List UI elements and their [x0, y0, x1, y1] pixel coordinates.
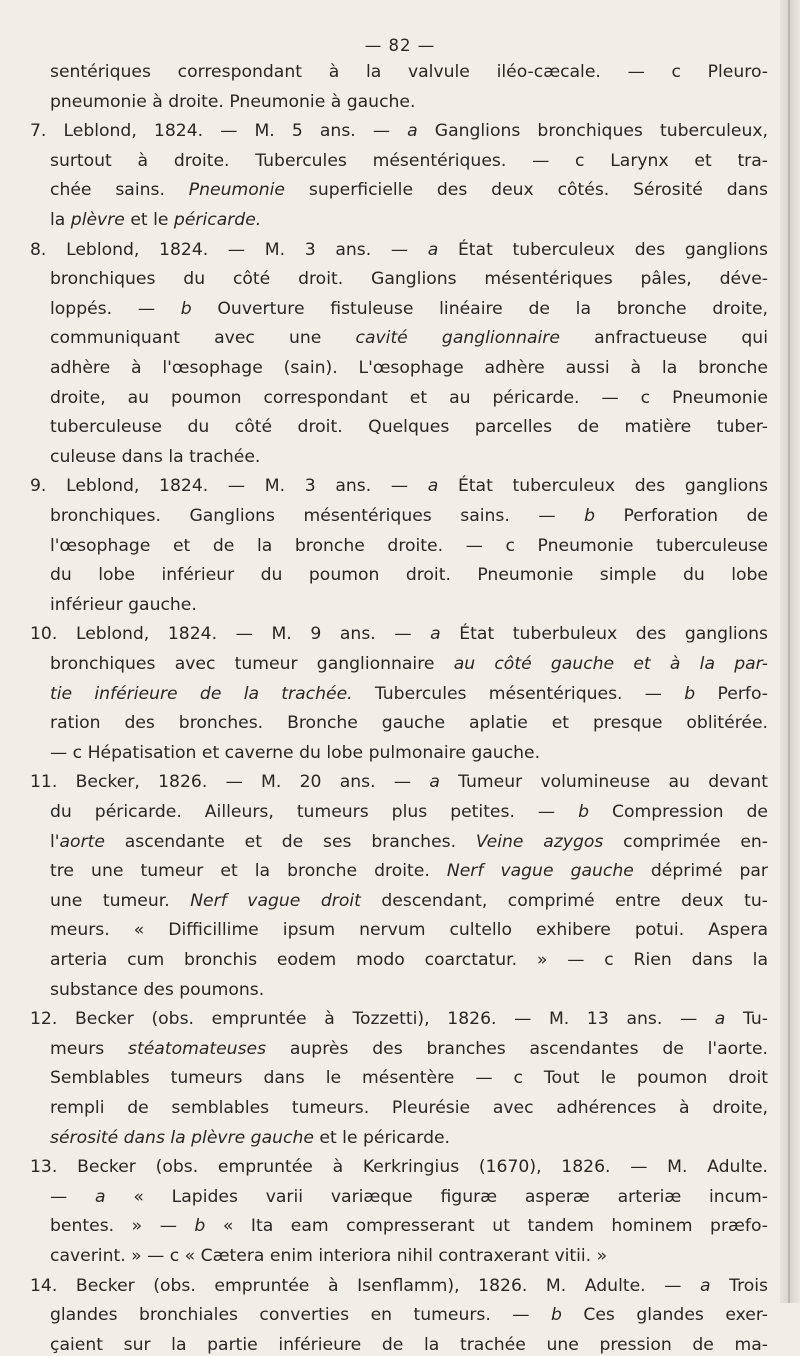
italic-text: b: [584, 506, 595, 526]
italic-text: tie inférieure de la trachée.: [50, 683, 353, 704]
text-run: chée sains.: [50, 180, 189, 201]
text-run: ascendante et de ses branches.: [104, 831, 476, 852]
text-line: [50, 535, 768, 557]
text-run: tuberculeuse du côté droit. Quelques parcelles de matière tuber-: [50, 417, 768, 438]
text-run: bentes. » —: [50, 1216, 195, 1237]
text-run: Compression de: [589, 802, 769, 822]
italic-text: aorte: [59, 831, 105, 852]
text-line: [50, 653, 768, 675]
text-run: superficielle des deux côtés. Sérosité dans: [285, 180, 768, 201]
text-line: [30, 1156, 768, 1178]
text-run: pneumonie à droite. Pneumonie à gauche.: [50, 91, 416, 112]
text-run: arteria cum bronchis eodem modo coarctatur. » — c Rien dans la: [50, 950, 768, 970]
text-run: rempli de semblables tumeurs. Pleurésie avec adhérences à droite,: [50, 1098, 768, 1118]
text-run: Ouverture fistuleuse linéaire de la bronche droite,: [191, 298, 769, 319]
text-run: 13. Becker (obs. empruntée à Kerkringius (1670), 1826. — M. Adulte.: [30, 1157, 768, 1178]
text-line: [50, 1127, 450, 1149]
text-line: [30, 1275, 768, 1297]
italic-text: a: [699, 1275, 711, 1296]
text-line: [50, 298, 768, 320]
text-run: État tuberculeux des ganglions: [438, 476, 768, 497]
text-line: [50, 1067, 768, 1089]
text-run: 9. Leblond, 1824. — M. 3 ans. —: [30, 476, 428, 497]
text-line: [50, 890, 768, 912]
text-line: [50, 150, 768, 172]
text-run: 10. Leblond, 1824. — M. 9 ans. —: [30, 624, 431, 645]
text-run: 14. Becker (obs. empruntée à Isenflamm), 1826. M. Adulte. —: [30, 1275, 700, 1296]
text-line: [50, 1334, 768, 1356]
text-run: anfractueuse qui: [559, 328, 768, 349]
text-run: surtout à droite. Tubercules mésentériques. — c Larynx et tra-: [50, 150, 768, 171]
text-run: 12. Becker (obs. empruntée à Tozzetti), 1826. — M. 13 ans. —: [30, 1009, 715, 1030]
text-run: glandes bronchiales converties en tumeurs. —: [50, 1305, 551, 1326]
italic-text: a: [95, 1186, 106, 1207]
text-run: déprimé par: [633, 861, 768, 882]
text-run: meurs: [50, 1038, 129, 1059]
italic-text: sérosité dans la plèvre gauche: [50, 1127, 314, 1148]
italic-text: péricarde.: [173, 210, 262, 230]
text-line: [30, 623, 768, 645]
italic-text: a: [427, 476, 439, 497]
italic-text: au côté gauche et à la par-: [453, 654, 768, 674]
text-run: sentériques correspondant à la valvule iléo-cæcale. — c Pleuro-: [50, 62, 768, 82]
text-run: adhère à l'œsophage (sain). L'œsophage adhère aussi à la bronche: [50, 358, 768, 378]
text-run: « Ita eam compresserant ut tandem hominem præfo-: [205, 1216, 768, 1237]
text-line: [50, 1245, 607, 1267]
italic-text: cavité ganglionnaire: [355, 328, 560, 349]
italic-text: b: [578, 802, 590, 822]
italic-text: a: [427, 239, 439, 260]
text-run: une tumeur.: [50, 890, 191, 911]
text-run: inférieur gauche.: [50, 594, 197, 615]
text-line: [50, 683, 768, 705]
text-line: [50, 1097, 768, 1119]
italic-text: a: [714, 1009, 726, 1030]
italic-text: stéatomateuses: [128, 1038, 267, 1059]
text-run: — c Hépatisation et caverne du lobe pulmonaire gauche.: [50, 742, 541, 763]
text-line: [50, 860, 768, 882]
text-run: caverint. » — c « Cætera enim interiora nihil contraxerant vitii. »: [50, 1246, 608, 1266]
text-run: ration des bronches. Bronche gauche aplatie et presque oblitérée.: [50, 713, 768, 734]
text-line: [30, 120, 768, 142]
text-line: [50, 209, 261, 231]
text-line: [50, 1186, 768, 1208]
text-line: [50, 1215, 768, 1237]
text-line: [50, 446, 260, 468]
text-line: [50, 801, 768, 823]
text-line: [50, 416, 768, 438]
text-run: bronchiques. Ganglions mésentériques sains. —: [50, 506, 585, 526]
text-run: culeuse dans la trachée.: [50, 446, 261, 467]
page-edge-line: [788, 0, 790, 1303]
text-run: substance des poumons.: [50, 979, 265, 1000]
italic-text: b: [180, 298, 192, 319]
text-run: loppés. —: [50, 298, 181, 319]
text-line: [50, 712, 768, 734]
text-line: [50, 268, 768, 290]
text-run: et le: [124, 210, 174, 230]
text-line: [50, 61, 768, 83]
text-run: la: [50, 210, 71, 230]
text-run: et le péricarde.: [313, 1127, 451, 1148]
italic-text: a: [430, 624, 441, 645]
text-line: [50, 742, 540, 764]
text-line: [50, 949, 768, 971]
text-run: Ces glandes exer-: [561, 1305, 768, 1326]
italic-text: a: [429, 772, 440, 793]
text-run: l': [50, 831, 60, 852]
text-run: Ganglions bronchiques tuberculeux,: [417, 121, 768, 142]
italic-text: b: [550, 1305, 562, 1326]
text-run: Tu-: [725, 1009, 768, 1030]
text-run: 7. Leblond, 1824. — M. 5 ans. —: [30, 121, 408, 142]
italic-text: plèvre: [70, 210, 125, 230]
text-run: meurs. « Difficillime ipsum nervum cultello exhibere potui. Aspera: [50, 920, 768, 941]
text-run: « Lapides varii variæque figuræ asperæ arteriæ incum-: [105, 1186, 768, 1207]
text-line: [50, 831, 768, 853]
text-run: Tumeur volumineuse au devant: [439, 772, 769, 793]
text-run: comprimée en-: [603, 831, 768, 852]
text-run: État tuberbuleux des ganglions: [440, 624, 768, 645]
text-run: descendant, comprimé entre deux tu-: [360, 890, 768, 911]
text-run: Perforation de: [594, 506, 768, 526]
text-run: bronchiques avec tumeur ganglionnaire: [50, 654, 454, 674]
text-run: du péricarde. Ailleurs, tumeurs plus petites. —: [50, 802, 579, 822]
text-run: Tubercules mésentériques. —: [352, 683, 685, 704]
text-line: [50, 327, 768, 349]
text-line: [50, 1038, 768, 1060]
text-run: bronchiques du côté droit. Ganglions mésentériques pâles, déve-: [50, 269, 768, 290]
text-line: [50, 179, 768, 201]
text-run: auprès des branches ascendantes de l'aorte.: [266, 1038, 768, 1059]
text-run: Perfo-: [695, 683, 768, 704]
page-edge: [780, 0, 800, 1303]
text-line: [50, 387, 768, 409]
italic-text: Pneumonie: [188, 180, 286, 201]
text-run: Trois: [710, 1275, 768, 1296]
text-run: droite, au poumon correspondant et au péricarde. — c Pneumonie: [50, 387, 768, 408]
italic-text: a: [407, 121, 418, 142]
text-line: [50, 979, 264, 1001]
text-line: [50, 91, 415, 113]
text-line: [50, 919, 768, 941]
text-line: [30, 1008, 768, 1030]
text-run: 11. Becker, 1826. — M. 20 ans. —: [30, 772, 430, 793]
text-run: çaient sur la partie inférieure de la trachée une pression de ma-: [50, 1334, 768, 1355]
text-run: communiquant avec une: [50, 328, 356, 349]
text-run: —: [50, 1186, 95, 1207]
text-line: [50, 594, 197, 616]
page-number: — 82 —: [364, 36, 436, 55]
italic-text: b: [194, 1216, 206, 1237]
text-line: [50, 564, 768, 586]
text-run: Semblables tumeurs dans le mésentère — c Tout le poumon droit: [50, 1068, 768, 1089]
text-run: du lobe inférieur du poumon droit. Pneumonie simple du lobe: [50, 565, 768, 586]
italic-text: Veine azygos: [475, 831, 604, 852]
text-line: [30, 771, 768, 793]
text-run: tre une tumeur et la bronche droite.: [50, 861, 447, 882]
text-line: [30, 239, 768, 261]
italic-text: Nerf vague droit: [190, 890, 361, 911]
text-run: 8. Leblond, 1824. — M. 3 ans. —: [30, 239, 428, 260]
text-line: [50, 357, 768, 379]
text-line: [30, 475, 768, 497]
italic-text: Nerf vague gauche: [446, 861, 634, 882]
text-run: l'œsophage et de la bronche droite. — c Pneumonie tuberculeuse: [50, 535, 768, 556]
text-line: [50, 1304, 768, 1326]
text-line: [50, 505, 768, 527]
text-run: État tuberculeux des ganglions: [438, 239, 768, 260]
italic-text: b: [684, 683, 696, 704]
